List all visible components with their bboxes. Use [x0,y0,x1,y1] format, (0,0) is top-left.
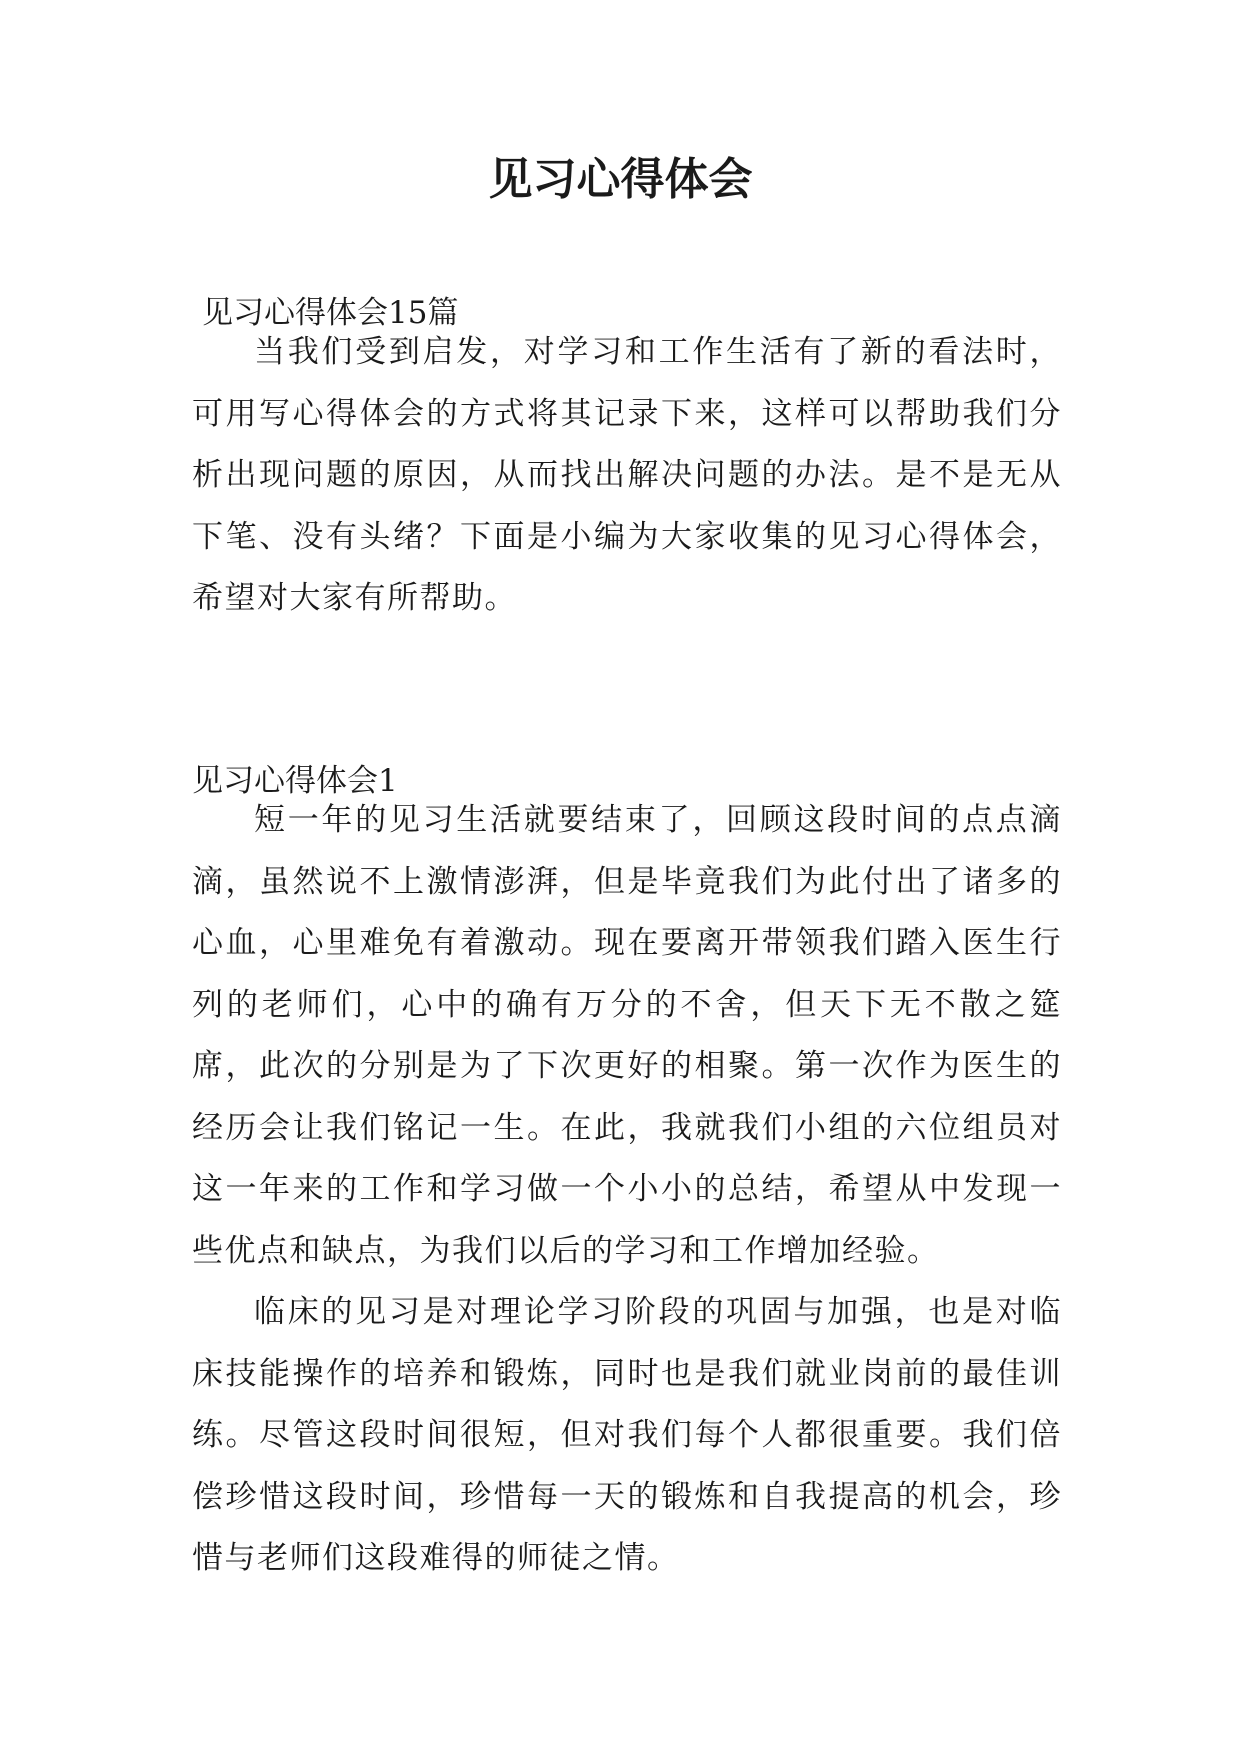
document-title: 见习心得体会 [488,154,753,205]
intro-block [192,322,1062,630]
body-paragraph: 临床的见习是对理论学习阶段的巩固与加强，也是对临床技能操作的培养和锻炼，同时也是我们就业岗前的最佳训练。尽管这段时间很短，但对我们每个人都很重要。我们倍偿珍惜这段时间，珍惜每一天的锻炼和自我提高的机会，珍惜与老师们这段难得的师徒之情。 [192,1294,1062,1576]
document-subtitle: 见习心得体会15篇 [202,295,459,331]
body-paragraph: 短一年的见习生活就要结束了，回顾这段时间的点点滴滴，虽然说不上激情澎湃，但是毕竟我们为此付出了诸多的心血，心里难免有着激动。现在要离开带领我们踏入医生行列的老师们，心中的确有万分的不舍，但天下无不散之筵席，此次的分别是为了下次更好的相聚。第一次作为医生的经历会让我们铭记一生。在此，我就我们小组的六位组员对这一年来的工作和学习做一个小小的总结，希望从中发现一些优点和缺点，为我们以后的学习和工作增加经验。 [192,802,1062,1269]
section-heading: 见习心得体会1 [192,763,398,799]
intro-paragraph: 当我们受到启发，对学习和工作生活有了新的看法时，可用写心得体会的方式将其记录下来，这样可以帮助我们分析出现问题的原因，从而找出解决问题的办法。是不是无从下笔、没有头绪？下面是小编为大家收集的见习心得体会，希望对大家有所帮助。 [192,334,1062,616]
section-body [192,790,1062,1590]
